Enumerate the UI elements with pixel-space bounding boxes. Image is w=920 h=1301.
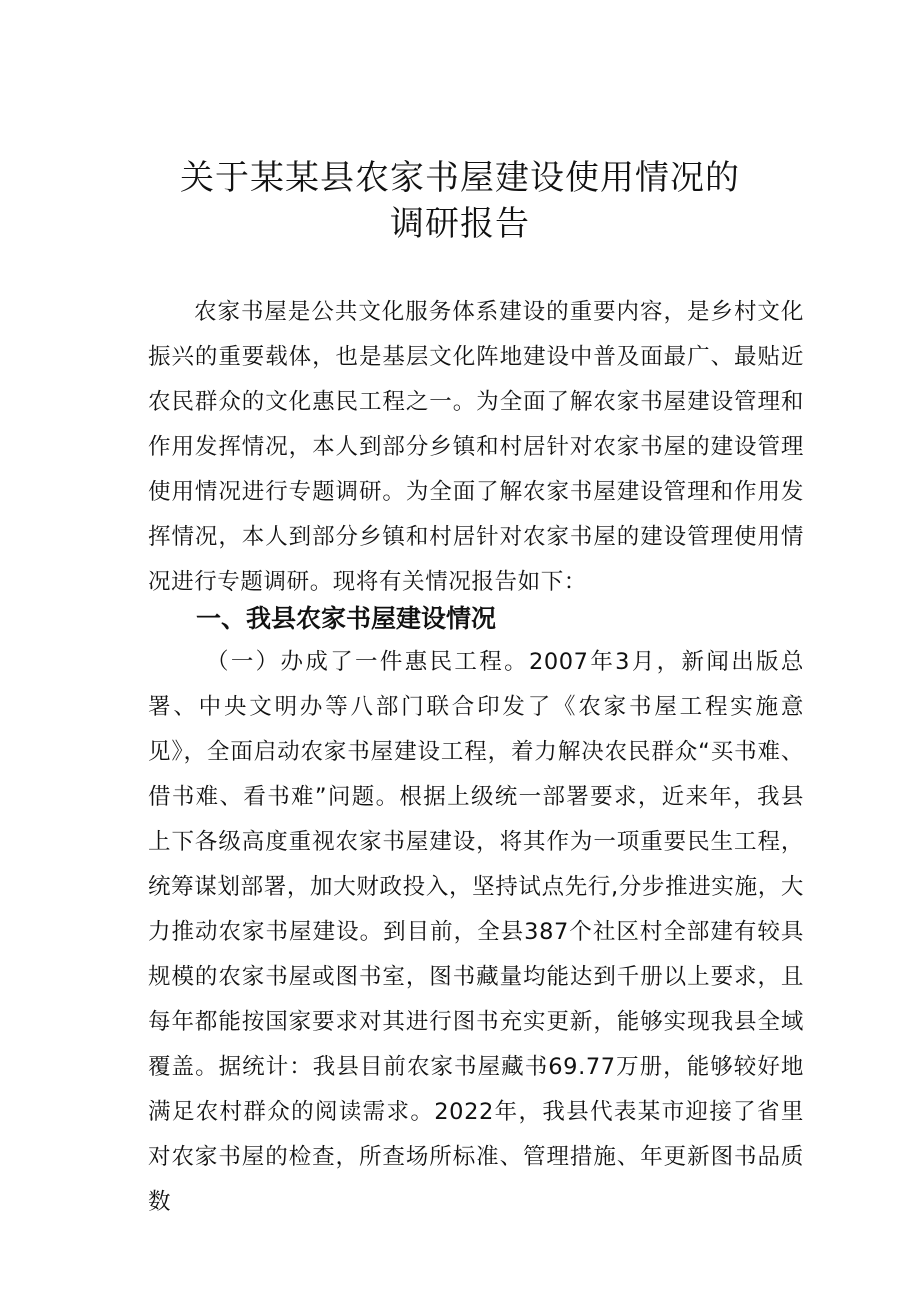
section-1-heading: 一、我县农家书屋建设情况 bbox=[196, 604, 497, 633]
document-title-line-2: 调研报告 bbox=[390, 204, 530, 244]
section-1-paragraph: （一）办成了一件惠民工程。2007年3月，新闻出版总署、中央文明办等八部门联合印发了《农家书屋工程实施意见》，全面启动农家书屋建设工程，着力解决农民群众“买书难、借书难、看书难”问题。根据上级统一部署要求，近来年，我县上下各级高度重视农家书屋建设，将其作为一项重要民生工程，统筹谋划部署，加大财政投入，坚持试点先行,分步推进实施，大力推动农家书屋建设。到目前，全县387个社区村全部建有较具规模的农家书屋或图书室，图书藏量均能达到千册以上要求，且每年都能按国家要求对其进行图书充实更新，能够实现我县全域覆盖。据统计：我县目前农家书屋藏书69.77万册，能够较好地满足农村群众的阅读需求。2022年，我县代表某市迎接了省里对农家书屋的检查，所查场所标准、管理措施、年更新图书品质数 bbox=[148, 649, 804, 1215]
document-title-line-1: 关于某某县农家书屋建设使用情况的 bbox=[180, 158, 740, 198]
intro-paragraph: 农家书屋是公共文化服务体系建设的重要内容，是乡村文化振兴的重要载体，也是基层文化阵地建设中普及面最广、最贴近农民群众的文化惠民工程之一。为全面了解农家书屋建设管理和作用发挥情况，本人到部分乡镇和村居针对农家书屋的建设管理使用情况进行专题调研。为全面了解农家书屋建设管理和作用发挥情况，本人到部分乡镇和村居针对农家书屋的建设管理使用情况进行专题调研。现将有关情况报告如下： bbox=[148, 299, 804, 595]
